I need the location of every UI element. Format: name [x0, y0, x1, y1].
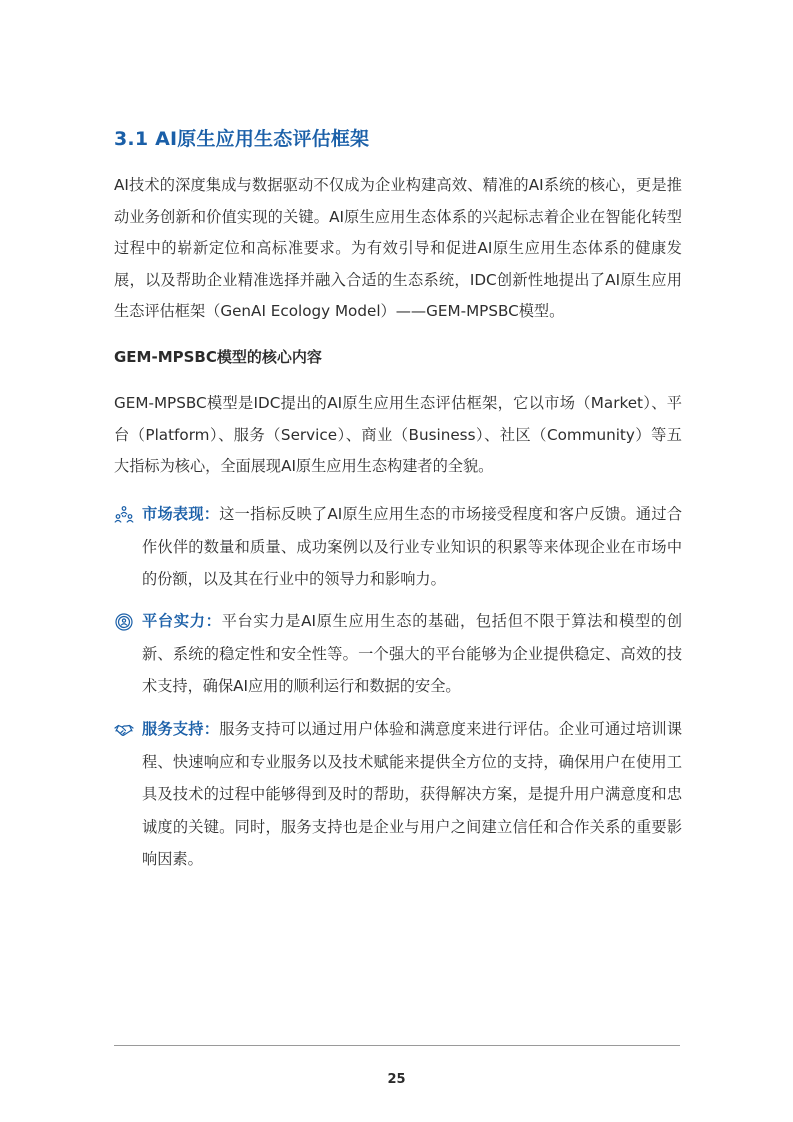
bullet-market-text [142, 498, 682, 596]
bullet-service-label: 服务支持： [142, 720, 220, 738]
bullet-market-label: 市场表现： [142, 505, 220, 523]
section-title: 3.1 AI原生应用生态评估框架 [114, 128, 370, 150]
page-number: 25 [387, 1072, 406, 1087]
bullet-market [114, 498, 682, 596]
bullet-platform-label: 平台实力： [142, 612, 222, 630]
bullet-platform-text [142, 605, 682, 703]
subheading: GEM-MPSBC模型的核心内容 [114, 348, 322, 366]
bullet-service-body: 服务支持可以通过用户体验和满意度来进行评估。企业可通过培训课程、快速响应和专业服务以及技术赋能来提供全方位的支持，确保用户在使用工具及技术的过程中能够得到及时的帮助，获得解决方案，是提升用户满意度和忠诚度的关键。同时，服务支持也是企业与用户之间建立信任和合作关系的重要影响因素。 [142, 720, 683, 868]
footer-divider [114, 1045, 680, 1046]
bullet-platform-body: 平台实力是AI原生应用生态的基础，包括但不限于算法和模型的创新、系统的稳定性和安全性等。一个强大的平台能够为企业提供稳定、高效的技术支持，确保AI应用的顺利运行和数据的安全。 [142, 612, 683, 695]
bullet-market-body: 这一指标反映了AI原生应用生态的市场接受程度和客户反馈。通过合作伙伴的数量和质量、成功案例以及行业专业知识的积累等来体现企业在市场中的份额，以及其在行业中的领导力和影响力。 [142, 505, 683, 588]
platform-badge-icon [114, 612, 134, 632]
handshake-icon [114, 720, 134, 740]
model-description-paragraph: GEM-MPSBC模型是IDC提出的AI原生应用生态评估框架，它以市场（Market）、平台（Platform）、服务（Service）、商业（Business）、社区（Community）等五大指标为核心，全面展现AI原生应用生态构建者的全貌。 [114, 394, 682, 475]
bullet-service-text [142, 713, 682, 876]
intro-paragraph: AI技术的深度集成与数据驱动不仅成为企业构建高效、精准的AI系统的核心，更是推动业务创新和价值实现的关键。AI原生应用生态体系的兴起标志着企业在智能化转型过程中的崭新定位和高标准要求。为有效引导和促进AI原生应用生态体系的健康发展，以及帮助企业精准选择并融入合适的生态系统，IDC创新性地提出了AI原生应用生态评估框架（GenAI Ecology Model）——GEM-MPSBC模型。 [114, 176, 682, 320]
people-network-icon [114, 505, 134, 525]
bullet-platform [114, 605, 682, 703]
bullet-service [114, 713, 682, 876]
